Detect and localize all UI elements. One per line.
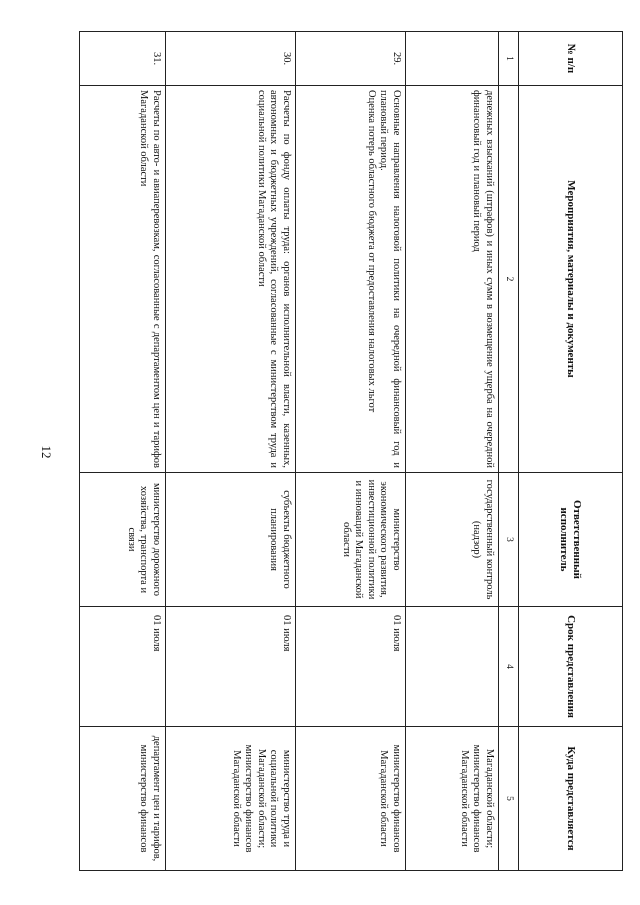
table-row [80, 32, 166, 871]
rotated-table-container [79, 31, 623, 870]
row-recipient: министерство труда и социальной политики Магаданской области; министерство финансов Магаданской области [166, 727, 296, 871]
header-num: № п/п [519, 32, 623, 86]
column-index-4: 4 [499, 607, 519, 727]
row-activity [166, 86, 296, 473]
header-executor: Ответственный исполнитель [519, 473, 623, 607]
row-number [406, 32, 499, 86]
row-number: 31. [80, 32, 166, 86]
header-row [519, 32, 623, 871]
row-activity-text: Основные направления налоговой политики на очередной финансовый год и плановый период. [378, 90, 402, 468]
row-activity [406, 86, 499, 473]
row-number: 29. [296, 32, 406, 86]
row-recipient: департамент цен и тарифов, министерство финансов [80, 727, 166, 871]
row-activity-text: Оценка потерь областного бюджета от предоставления налоговых льгот [366, 90, 377, 413]
column-index-2: 2 [499, 86, 519, 473]
row-deadline: 01 июля [296, 607, 406, 727]
column-index-3: 3 [499, 473, 519, 607]
column-index-row [499, 32, 519, 871]
row-activity-text: Расчеты по авто- и авиаперевозкам, согласованные с департаментом цен и тарифов Магаданской области [138, 90, 162, 468]
row-recipient: министерство финансов Магаданской области [296, 727, 406, 871]
row-executor: государственный контроль (надзор) [406, 473, 499, 607]
row-executor: субъекты бюджетного планирования [166, 473, 296, 607]
row-activity-text: Расчеты по фонду оплаты труда: органов исполнительной власти, казенных, автономных и бюджетных учреждений, согласованные с министерством труда и социальной политики Магаданской области [256, 90, 292, 468]
row-executor: министерство дорожного хозяйства, транспорта и связи [80, 473, 166, 607]
table-row [406, 32, 499, 871]
column-index-5: 5 [499, 727, 519, 871]
table-row [166, 32, 296, 871]
row-number: 30. [166, 32, 296, 86]
row-recipient: Магаданской области; министерство финансов Магаданской области [406, 727, 499, 871]
header-activity: Мероприятия, материалы и документы [519, 86, 623, 473]
row-executor: министерство экономического развития, инвестиционной политики и инноваций Магаданской области [296, 473, 406, 607]
row-deadline: 01 июля [166, 607, 296, 727]
page-number: 12 [39, 445, 54, 459]
header-deadline: Срок представления [519, 607, 623, 727]
row-activity-text: денежных взысканий (штрафов) и иных сумм в возмещение ущерба на очередной финансовый год и плановый период [471, 90, 495, 468]
table-row [296, 32, 406, 871]
column-index-1: 1 [499, 32, 519, 86]
plan-table [79, 31, 623, 871]
row-deadline: 01 июля [80, 607, 166, 727]
row-activity [80, 86, 166, 473]
row-activity [296, 86, 406, 473]
header-recipient: Куда представляется [519, 727, 623, 871]
row-deadline [406, 607, 499, 727]
